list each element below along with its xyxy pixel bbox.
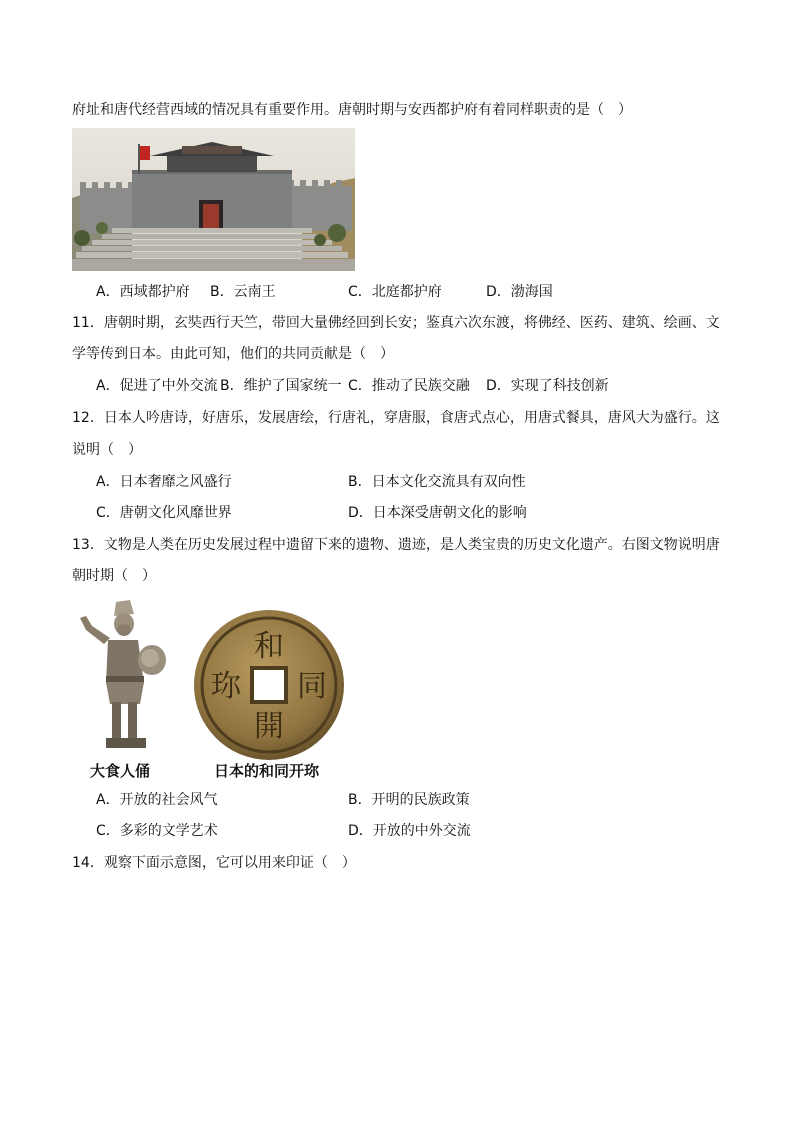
question-12-stem-line1: 12．日本人吟唐诗，好唐乐，发展唐绘，行唐礼，穿唐服，食唐式点心，用唐式餐具，唐风大为盛行。这 [72,410,720,426]
q10-option-c: C．北庭都护府 [348,284,442,300]
coin-glyph-bottom: 開 [254,709,284,744]
q12-option-c: C．唐朝文化风靡世界 [96,505,232,521]
question-11-stem-line2: 学等传到日本。由此可知，他们的共同贡献是（ ） [72,346,394,362]
question-13-stem-line2: 朝时期（ ） [72,568,156,584]
q13-option-d: D．开放的中外交流 [348,823,471,839]
fortress-photo [72,128,355,271]
coin-image [192,608,346,762]
q13-option-b: B．开明的民族政策 [348,792,470,808]
q11-option-c: C．推动了民族交融 [348,378,470,394]
figurine-caption: 大食人俑 [90,762,151,780]
q11-option-a: A．促进了中外交流 [96,378,218,394]
coin-glyph-right: 同 [297,669,327,704]
q10-option-d: D．渤海国 [486,284,553,300]
question-10-stem: 府址和唐代经营西域的情况具有重要作用。唐朝时期与安西都护府有着同样职责的是（ ） [72,102,632,118]
q12-option-d: D．日本深受唐朝文化的影响 [348,505,527,521]
coin-glyph-top: 和 [254,629,284,664]
figurine-image [72,596,172,756]
q11-option-d: D．实现了科技创新 [486,378,609,394]
question-12-stem-line2: 说明（ ） [72,442,142,458]
coin-caption: 日本的和同开珎 [214,762,320,780]
q11-option-b: B．维护了国家统一 [220,378,342,394]
question-14-stem: 14．观察下面示意图，它可以用来印证（ ） [72,855,356,871]
question-13-stem-line1: 13．文物是人类在历史发展过程中遗留下来的遗物、遗迹，是人类宝贵的历史文化遗产。右图文物说明唐 [72,537,720,553]
q13-option-a: A．开放的社会风气 [96,792,218,808]
coin-glyph-left: 珎 [211,669,241,704]
q10-option-a: A．西域都护府 [96,284,190,300]
question-11-stem-line1: 11．唐朝时期，玄奘西行天竺，带回大量佛经回到长安；鉴真六次东渡，将佛经、医药、建筑、绘画、文 [72,315,720,331]
q10-option-b: B．云南王 [210,284,276,300]
q12-option-b: B．日本文化交流具有双向性 [348,474,526,490]
q12-option-a: A．日本奢靡之风盛行 [96,474,232,490]
q13-option-c: C．多彩的文学艺术 [96,823,218,839]
